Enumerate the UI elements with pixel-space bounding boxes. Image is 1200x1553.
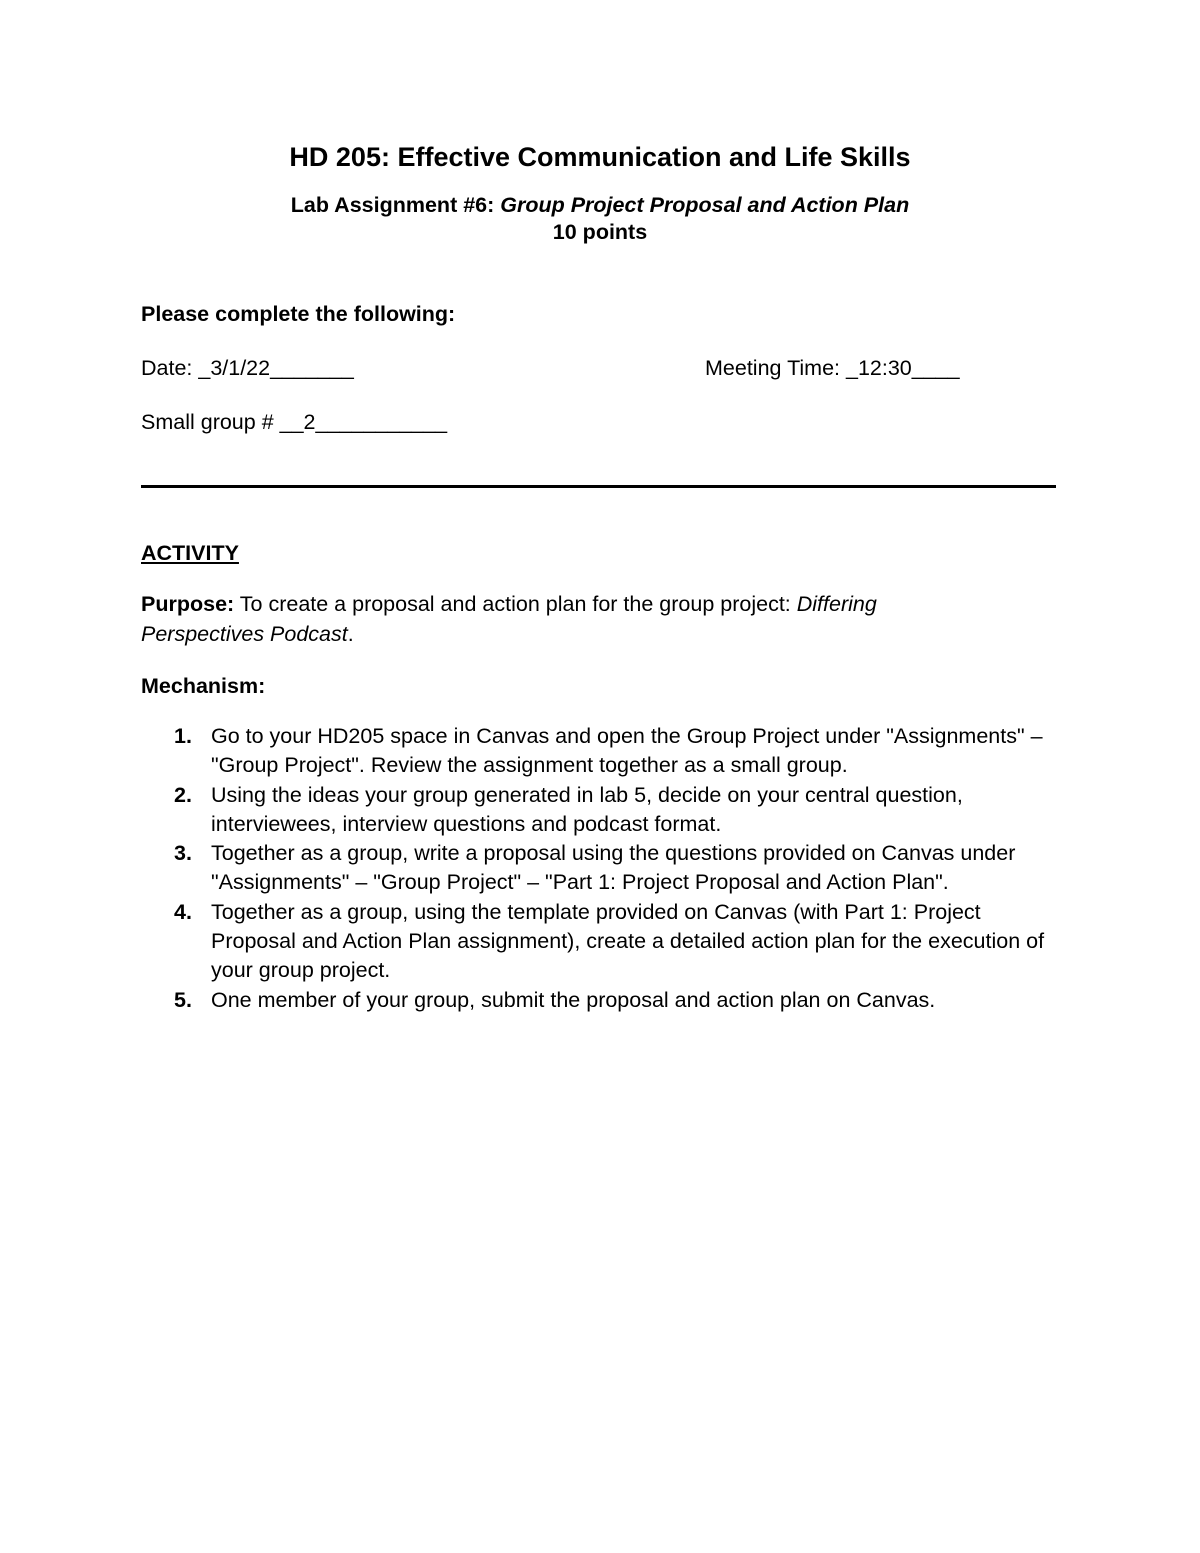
purpose-italic-2: Perspectives Podcast [141,622,348,646]
purpose-italic-1: Differing [796,592,877,616]
step-number: 5. [174,987,192,1012]
step-text: Using the ideas your group generated in lab 5, decide on your central question, interviewees, interview questions and podcast format. [211,782,963,836]
subtitle-italic: Group Project Proposal and Action Plan [500,193,910,217]
document-title: HD 205: Effective Communication and Life Skills [289,142,911,172]
mechanism-steps-list [141,722,1071,1015]
purpose-line-1 [141,590,877,618]
activity-heading: ACTIVITY [141,541,239,565]
date-field: Date: _3/1/22_______ [141,356,354,380]
purpose-end: . [347,622,354,646]
step-item [141,722,1071,781]
step-item [141,839,1071,898]
meeting-time-field: Meeting Time: _12:30____ [705,356,960,380]
purpose-label: Purpose: [141,592,235,616]
step-text: One member of your group, submit the proposal and action plan on Canvas. [211,987,936,1012]
purpose-line-2 [141,620,354,648]
step-item [141,781,1071,840]
step-number: 1. [174,724,192,748]
horizontal-divider [141,485,1056,488]
step-item [141,986,1071,1015]
step-number: 3. [174,841,192,866]
instruction-text: Please complete the following: [141,302,456,326]
points-label: 10 points [552,220,648,244]
assignment-subtitle [0,191,1200,219]
step-text: Go to your HD205 space in Canvas and open the Group Project under "Assignments" – "Group Project". Review the assignment together as a small group. [211,724,1043,778]
mechanism-label: Mechanism: [141,674,266,698]
step-text: Together as a group, write a proposal using the questions provided on Canvas under "Assignments" – "Group Project" – "Part 1: Project Proposal and Action Plan". [211,841,1016,895]
step-item [141,898,1071,986]
step-text: Together as a group, using the template provided on Canvas (with Part 1: Project Proposal and Action Plan assignment), create a detailed action plan for the execution of your group project. [211,899,1045,983]
small-group-field: Small group # __2___________ [141,410,448,434]
purpose-text: To create a proposal and action plan for the group project: [234,592,797,616]
step-number: 2. [174,782,192,807]
step-number: 4. [174,899,192,924]
subtitle-prefix: Lab Assignment #6: [290,193,501,217]
